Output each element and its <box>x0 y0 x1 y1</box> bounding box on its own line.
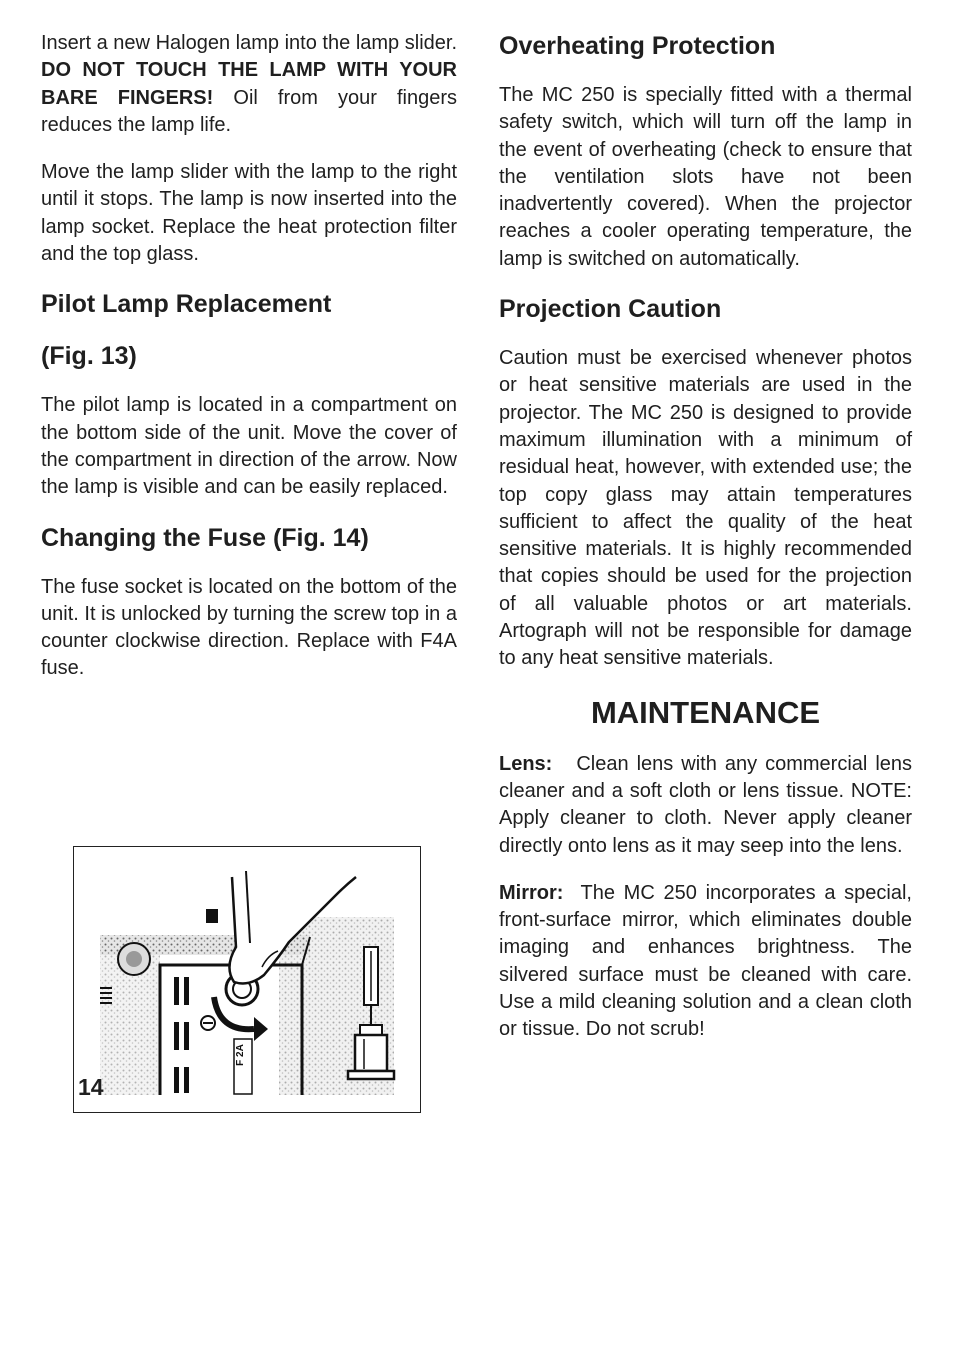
lens-paragraph <box>499 751 912 860</box>
lamp-insert-text: Insert a new Halogen lamp into the lamp slider. <box>41 32 457 54</box>
fuse-illustration <box>74 847 420 1112</box>
pilot-lamp-heading: Pilot Lamp Replacement <box>41 290 332 319</box>
overheating-heading: Overheating Protection <box>499 32 776 60</box>
projection-caution-paragraph: Caution must be exercised whenever photos or heat sensitive materials are used in the projector. The MC 250 is designed to provide maximum illumination with a minimum of residual heat, however, with extended use; the top copy glass may attain temperatures sufficient to affect the quality of the heat sensitive materials. It is highly recommended that copies should be used for the projection of all valuable photos or art materials. Artograph will not be responsible for damage to any heat sensitive materials. <box>499 347 912 670</box>
projection-caution-heading: Projection Caution <box>499 295 722 324</box>
lamp-insert-paragraph <box>41 30 457 139</box>
pilot-lamp-paragraph: The pilot lamp is located in a compartment on the bottom side of the unit. Move the cover of the compartment in direction of the arrow. Now the lamp is visible and can be easily replaced. <box>41 394 457 499</box>
lamp-slider-paragraph: Move the lamp slider with the lamp to the right until it stops. The lamp is now inserted into the lamp socket. Replace the heat protection filter and the top glass. <box>41 161 457 266</box>
mirror-label: Mirror: <box>499 881 564 904</box>
lens-text: Clean lens with any commercial lens cleaner and a soft cloth or lens tissue. NOTE: Apply cleaner to cloth. Never apply cleaner directly onto lens as it may seep into the lens. <box>499 752 913 857</box>
lamp-oil-text: Oil from your fingers reduces the lamp life. <box>41 86 457 136</box>
fuse-heading: Changing the Fuse (Fig. 14) <box>41 523 369 552</box>
figure-14 <box>73 846 421 1113</box>
overheating-paragraph: The MC 250 is specially fitted with a thermal safety switch, which will turn off the lamp in the event of overheating (check to ensure that the ventilation slots have not been inadvertently covered). When the projector reaches a cooler operating temperature, the lamp is switched on automatically. <box>499 84 912 270</box>
pilot-lamp-fig-heading: (Fig. 13) <box>41 342 137 371</box>
left-column <box>41 30 457 703</box>
mirror-paragraph <box>499 880 912 1044</box>
figure-number: 14 <box>78 1074 104 1100</box>
maintenance-heading: MAINTENANCE <box>590 694 821 730</box>
fuse-paragraph: The fuse socket is located on the bottom of the unit. It is unlocked by turning the screw top in a counter clockwise direction. Replace with F4A fuse. <box>41 575 457 680</box>
lens-label: Lens: <box>499 752 553 775</box>
mirror-text: The MC 250 incorporates a special, front-surface mirror, which eliminates double imaging and enhances brightness. The silvered surface must be cleaned with care. Use a mild cleaning solution and a clean cloth or tissue. Do not scrub! <box>499 881 912 1041</box>
right-column <box>499 30 912 1064</box>
lamp-warning-text: DO NOT TOUCH THE LAMP WITH YOUR BARE FINGERS! <box>41 59 457 109</box>
fuse-rating-label: F 2A <box>235 1044 246 1066</box>
